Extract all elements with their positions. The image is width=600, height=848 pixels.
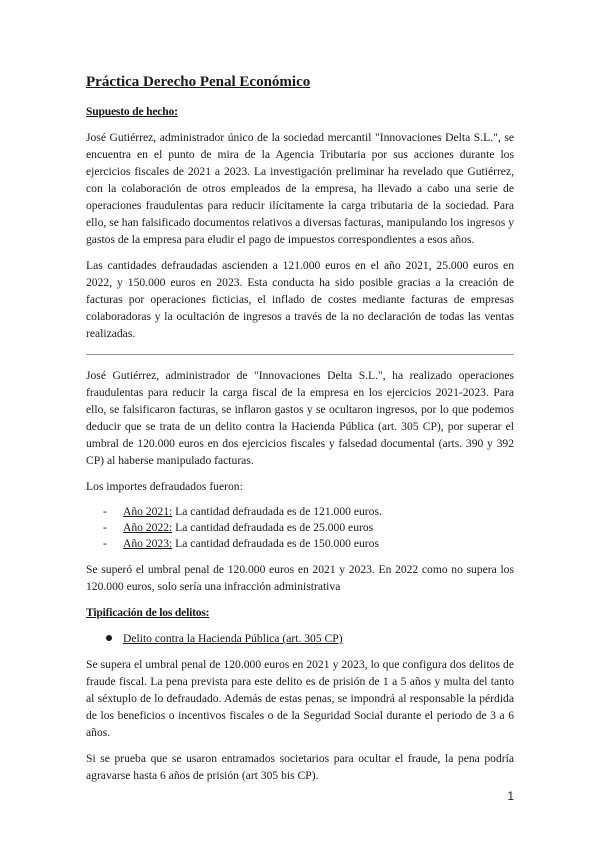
dash-marker: - [103,505,107,518]
importe-year: Año 2021: [123,505,173,518]
delito-label: Delito contra la Hacienda Pública (art. 305 CP) [123,632,343,645]
list-item [86,504,514,520]
analisis-paragraph-1: José Gutiérrez, administrador de "Innovaciones Delta S.L.", ha realizado operaciones fraudulentas para reducir la carga fiscal de la empresa en los ejercicios 2021-2023. Para ello, se falsificaron facturas, se inflaron gastos y se ocultaron ingresos, por lo que podemos deducir que se trata de un delito contra la Hacienda Pública (art. 305 CP), por superar el umbral de 120.000 euros en dos ejercicios fiscales y falsedad documental (arts. 390 y 392 CP) al haberse manipulado facturas. [86,369,514,467]
importes-intro: Los importes defraudados fueron: [86,480,243,493]
delitos-list [86,630,514,647]
importes-list [86,504,514,552]
dash-marker: - [103,537,107,550]
supuesto-heading: Supuesto de hecho: [86,105,178,118]
tipificacion-paragraph-1: Se supera el umbral penal de 120.000 euros en 2021 y 2023, lo que configura dos delitos de fraude fiscal. La pena prevista para este delito es de prisión de 1 a 5 años y multa del tanto al séxtuplo de lo defraudado. Además de estas penas, se impondrá al responsable la pérdida de los beneficios o incentivos fiscales o de la Seguridad Social durante el periodo de 3 a 6 años. [86,658,514,739]
importe-text: La cantidad defraudada es de 150.000 euros [172,537,379,550]
importe-year: Año 2022: [123,521,173,534]
umbral-paragraph: Se superó el umbral penal de 120.000 euros en 2021 y 2023. En 2022 como no supera los 120.000 euros, solo sería una infracción administrativa [86,563,514,593]
importe-text: La cantidad defraudada es de 121.000 euros. [172,505,382,518]
document-page [86,72,514,793]
importe-text: La cantidad defraudada es de 25.000 euros [172,521,374,534]
dash-marker: - [103,521,107,534]
bullet-icon [106,635,112,641]
supuesto-paragraph-1: José Gutiérrez, administrador único de la sociedad mercantil "Innovaciones Delta S.L.", se encuentra en el punto de mira de la Agencia Tributaria por sus acciones durante los ejercicios fiscales de 2021 a 2023. La investigación preliminar ha revelado que Gutiérrez, con la colaboración de otros empleados de la empresa, ha llevado a cabo una serie de operaciones fraudulentas para reducir ilícitamente la carga tributaria de la sociedad. Para ello, se han falsificado documentos relativos a diversas facturas, manipulando los ingresos y gastos de la empresa para eludir el pago de impuestos correspondientes a esos años. [86,131,514,246]
list-item [86,536,514,552]
section-divider [86,354,514,355]
tipificacion-paragraph-2: Si se prueba que se usaron entramados societarios para ocultar el fraude, la pena podría agravarse hasta 6 años de prisión (art 305 bis CP). [86,752,514,782]
page-number: 1 [507,789,514,803]
list-item [86,520,514,536]
supuesto-paragraph-2: Las cantidades defraudadas ascienden a 121.000 euros en el año 2021, 25.000 euros en 2022, y 150.000 euros en 2023. Esta conducta ha sido posible gracias a la creación de facturas por operaciones ficticias, el inflado de costes mediante facturas de empresas colaboradoras y la ocultación de ingresos a través de la no declaración de todas las ventas realizadas. [86,259,514,340]
tipificacion-heading: Tipificación de los delitos: [86,606,210,619]
list-item [86,630,514,647]
document-title: Práctica Derecho Penal Económico [86,74,311,90]
importe-year: Año 2023: [123,537,173,550]
